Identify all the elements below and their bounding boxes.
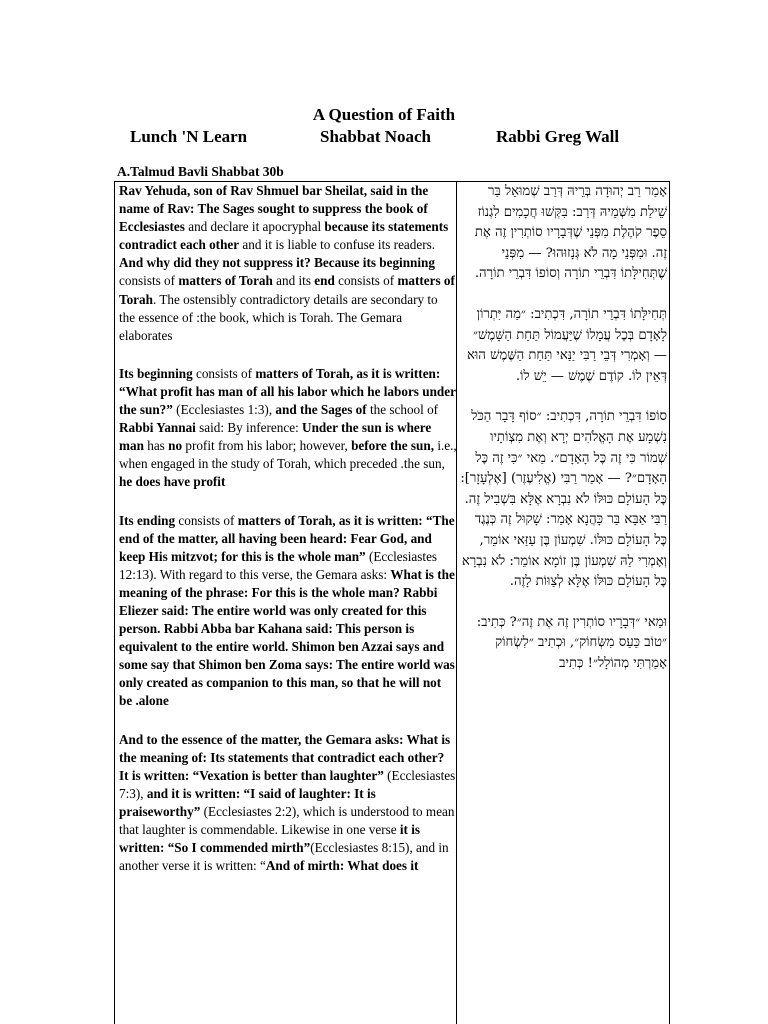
english-bold-run: and the Sages of [275,402,367,418]
english-bold-run: matters of Torah [119,273,455,307]
english-text-run: profit from his labor; however, [182,438,352,454]
english-bold-run: end [314,273,335,289]
english-text-run: . The ostensibly contradictory details are secondary to the essence of :the book, which is Torah. The Gemara elaborates [119,291,438,343]
table-right-border [669,181,670,1024]
hebrew-column [460,182,667,694]
english-text-run: and its [272,273,315,289]
english-bold-run: Its beginning [119,365,193,381]
hebrew-paragraph: תְּחִילָּתוֹ דִּבְרֵי תוֹרָה, דִּכְתִיב: ״מַה יִּתְרוֹן לָאָדָם בְּכׇל עֲמָלוֹ שֶׁיַּעֲמוֹל תַּחַת הַשָּׁמֶשׁ״ — וְאָמְרִי דְּבֵי רַבִּי יַנַּאי תַּחַת הַשֶּׁמֶשׁ הוּא דְּאֵין לוֹ. קוֹדֶם שֶׁמֶשׁ — יֵשׁ לוֹ. [467,306,667,384]
english-text-run: said: By inference: [195,420,303,436]
english-text-run: (Ecclesiastes 1:3), [172,402,276,418]
english-text-run: (Ecclesiastes 2:2), which is understood to mean that laughter is commendable. Likewise in one verse [119,803,455,837]
english-bold-run: Rav Yehuda, son of Rav Shmuel bar Sheilat, said in the name of Rav: The Sages sought to suppress the book of Ecclesiastes [119,183,429,235]
english-paragraph [119,512,457,711]
document-title: A Question of Faith [312,105,456,124]
english-text-run: (Ecclesiastes 7:3), [119,767,456,801]
english-bold-run: And to the essence of the matter, the Gemara asks: What is the meaning of: Its statements that contradict each other? It is written: “Vexation is better than laughter” [119,731,451,783]
english-bold-run: Under the sun is where man [119,420,432,454]
english-bold-run: And why did they not suppress it? Because its beginning [119,255,435,271]
english-bold-run: Its ending [119,512,176,528]
english-text-run: (Ecclesiastes 8:15), and in another verse it is written: “ [119,840,449,874]
english-text-run: the school of [366,402,439,418]
header-shabbat-noach: Shabbat Noach [320,127,432,146]
english-bold-run: he does have profit [119,474,226,490]
english-column [119,182,457,895]
english-paragraph [119,182,457,345]
english-paragraph [119,731,457,876]
english-bold-run: and it is written: “I said of laughter: It is praiseworthy” [119,785,376,819]
header-rabbi-name: Rabbi Greg Wall [496,127,620,146]
english-bold-run: What is the meaning of the phrase: For this is the whole man? Rabbi Eliezer said: The entire world was only created for this person. Rabbi Abba bar Kahana said: This person is equivalent to the entire world. Shimon ben Azzai says and some say that Shimon ben Zoma says: The entire world was only created as companion to this man, so that he will not be .alone [119,566,455,709]
english-text-run: (Ecclesiastes 12:13). With regard to this verse, the Gemara asks: [119,548,438,582]
english-text-run: i.e., when engaged in the study of Torah, which preceded .the sun, [119,438,457,472]
hebrew-paragraph: וּמַאי ״דְּבָרָיו סוֹתְרִין זֶה אֶת זֶה״? כְּתִיב: ״טוֹב כַּעַס מִשְּׂחוֹק״, וּכְתִיב ״לִשְׂחוֹק אָמַרְתִּי מְהוֹלָל״! כְּתִיב [476,614,667,671]
table-left-border [114,181,115,1024]
english-bold-run: because its statements contradict each other [119,219,449,253]
english-text-run: and declare it apocryphal [184,219,325,235]
header-lunch-n-learn: Lunch 'N Learn [130,127,248,146]
section-label: A.Talmud Bavli Shabbat 30b [117,164,284,179]
english-text-run: consists of [334,273,398,289]
english-bold-run: it is written: “So I commended mirth” [119,822,421,856]
english-paragraph [119,365,457,492]
hebrew-paragraph: אָמַר רַב יְהוּדָה בְּרֵיהּ דְּרַב שְׁמוּאֵל בַּר שֵׁילַת מִשְּׁמֵיהּ דְּרַב: בִּקְּשׁוּ חֲכָמִים לִגְנוֹז סֵפֶר קֹהֶלֶת מִפְּנֵי שֶׁדְּבָרָיו סוֹתְרִין זֶה אֶת זֶה. וּמִפְּנֵי מָה לֹא גְּנָזוּהוּ? — מִפְּנֵי שֶׁתְּחִילָּתוֹ דִּבְרֵי תוֹרָה וְסוֹפוֹ דִּבְרֵי תוֹרָה. [474,184,667,282]
english-bold-run: matters of Torah [178,273,273,289]
english-text-run: has [143,438,169,454]
english-bold-run: matters of Torah, as it is written: “What profit has man of all his labor which he labors under the sun?” [119,365,456,418]
english-bold-run: matters of Torah, as it is written: “The end of the matter, all having been heard: Fear God, and keep His mitzvot; for this is the whole man” [119,512,455,564]
english-bold-run: no [168,438,183,454]
english-text-run: consists of [175,512,238,528]
english-bold-run: before the sun, [351,438,435,454]
english-text-run: consists of [192,365,256,381]
english-bold-run: Rabbi Yannai [119,420,196,436]
english-text-run: consists of [119,273,179,289]
hebrew-paragraph: סוֹפוֹ דִּבְרֵי תוֹרָה, דִּכְתִיב: ״סוֹף דָּבָר הַכֹּל נִשְׁמָע אֶת הָאֱלֹהִים יְרָא וְאֶת מִצְוֹתָיו שְׁמוֹר כִּי זֶה כׇּל הָאָדָם״. מַאי ״כִּי זֶה כׇּל הָאָדָם״? — אָמַר רַבִּי (אֱלִיעֶזֶר) [אֶלְעָזָר]: כׇּל הָעוֹלָם כּוּלּוֹ לֹא נִבְרָא אֶלָּא בִּשְׁבִיל זֶה. רַבִּי אַבָּא בַּר כָּהֲנָא אָמַר: שָׁקוּל זֶה כְּנֶגֶד כׇּל הָעוֹלָם כּוּלּוֹ. שִׁמְעוֹן בֶּן עַזַּאי אוֹמֵר, וְאָמְרִי לַהּ שִׁמְעוֹן בֶּן זוֹמָא אוֹמֵר: לֹא נִבְרָא כׇּל הָעוֹלָם כּוּלּוֹ אֶלָּא לְצַוּוֹת לָזֶה. [460,409,667,590]
english-text-run: and it is liable to confuse its readers. [239,237,436,253]
english-bold-run: And of mirth: What does it [265,858,419,874]
